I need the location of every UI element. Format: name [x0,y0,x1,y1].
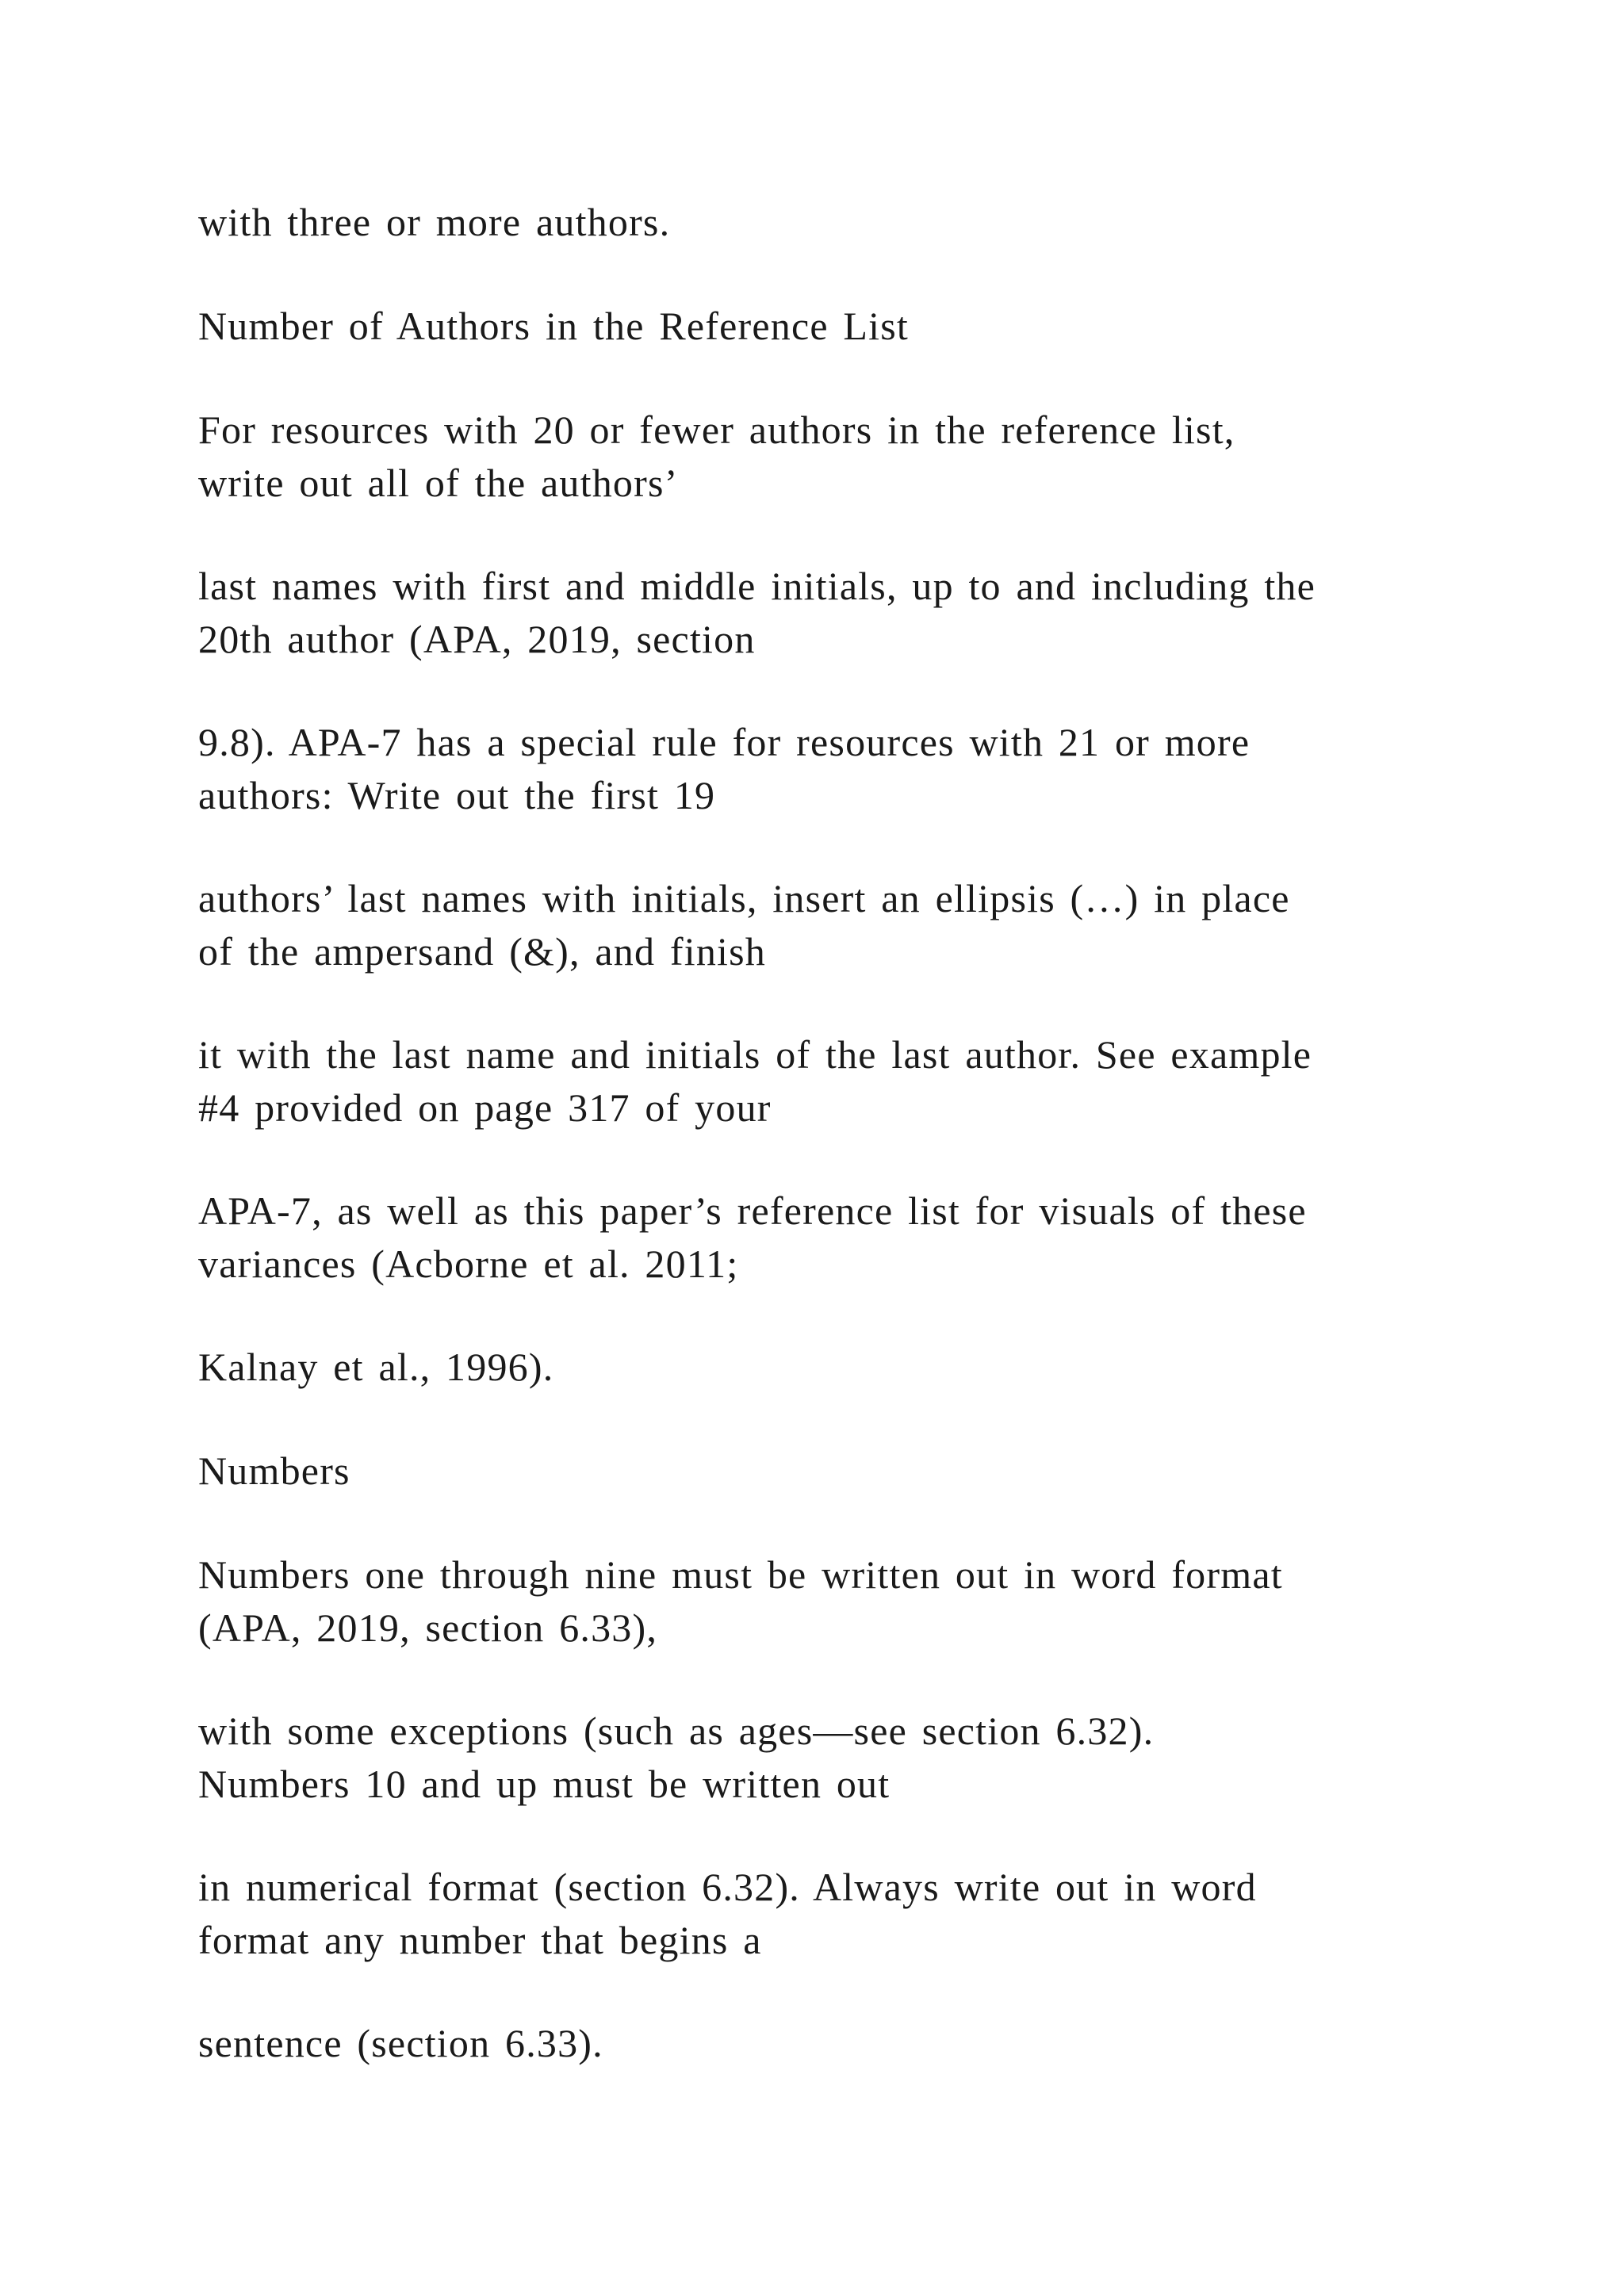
text-line: last names with first and middle initials, up to and including the [198,564,1316,608]
text-line: with three or more authors. [198,200,671,244]
text-line: Number of Authors in the Reference List [198,304,910,348]
paragraph [198,716,1507,822]
heading-numbers [198,1445,1507,1498]
text-line: sentence (section 6.33). [198,2021,603,2065]
paragraph [198,560,1507,666]
text-line: Numbers 10 and up must be written out [198,1762,891,1806]
text-line: 9.8). APA-7 has a special rule for resources with 21 or more [198,720,1251,764]
text-line: Kalnay et al., 1996). [198,1345,554,1389]
paragraph [198,872,1507,978]
text-line: in numerical format (section 6.32). Always write out in word [198,1865,1257,1909]
text-line: Numbers one through nine must be written out in word format [198,1552,1283,1597]
paragraph-continuation [198,196,1507,249]
text-line: variances (Acborne et al. 2011; [198,1242,739,1286]
heading-number-of-authors [198,300,1507,353]
text-line: authors’ last names with initials, insert an ellipsis (…) in place [198,876,1290,920]
text-line: it with the last name and initials of the last author. See example [198,1032,1312,1077]
paragraph [198,1548,1507,1655]
text-line: Numbers [198,1448,350,1493]
paragraph [198,2017,1507,2070]
text-line: (APA, 2019, section 6.33), [198,1605,658,1650]
paragraph [198,404,1507,510]
text-line: APA-7, as well as this paper’s reference list for visuals of these [198,1188,1307,1233]
paragraph [198,1028,1507,1135]
text-line: For resources with 20 or fewer authors in the reference list, [198,408,1235,452]
text-line: of the ampersand (&), and finish [198,929,766,974]
paragraph [198,1861,1507,1967]
text-line: 20th author (APA, 2019, section [198,617,756,661]
paragraph [198,1184,1507,1291]
text-line: write out all of the authors’ [198,461,679,505]
text-line: format any number that begins a [198,1918,762,1962]
text-line: authors: Write out the first 19 [198,773,716,817]
text-line: #4 provided on page 317 of your [198,1085,772,1130]
paragraph [198,1705,1507,1811]
paragraph [198,1341,1507,1394]
text-line: with some exceptions (such as ages—see section 6.32). [198,1709,1155,1753]
